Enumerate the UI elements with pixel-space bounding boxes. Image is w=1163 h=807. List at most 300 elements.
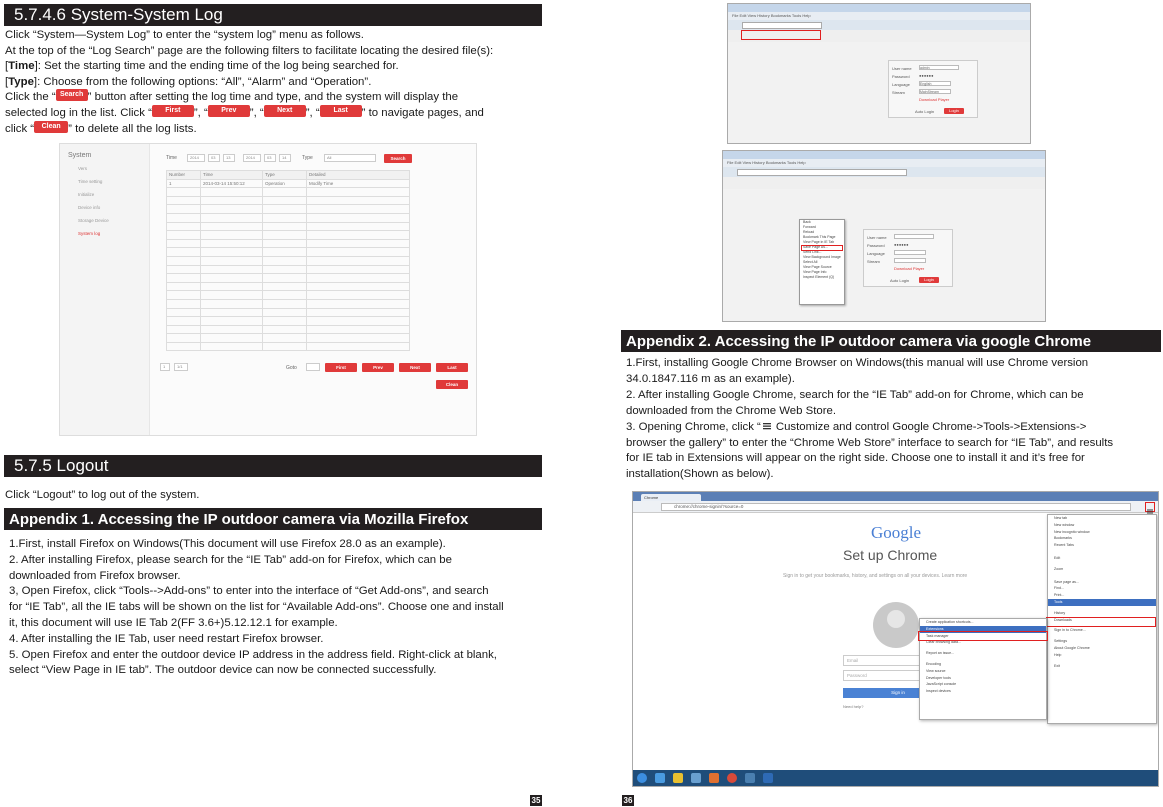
table-row: [167, 308, 410, 317]
empty-cell: [167, 222, 201, 231]
empty-cell: [167, 265, 201, 274]
menu-item: Help: [1054, 652, 1062, 657]
menu-item: Save page as...: [1054, 579, 1079, 584]
menu-item: About Google Chrome: [1054, 645, 1090, 650]
heading-text: 5.7.4.6 System-System Log: [14, 5, 223, 24]
empty-cell: [263, 222, 307, 231]
empty-cell: [307, 205, 410, 214]
empty-cell: [263, 213, 307, 222]
empty-cell: [201, 308, 263, 317]
empty-cell: [263, 299, 307, 308]
day-end: 14: [279, 154, 291, 162]
table-row: [167, 213, 410, 222]
empty-cell: [263, 231, 307, 240]
empty-cell: [307, 282, 410, 291]
context-menu: [799, 219, 845, 305]
table-row: [167, 325, 410, 334]
login-box: [863, 229, 953, 287]
menu-item: Select All: [803, 260, 818, 264]
text-fragment: ” button after setting the log time and type, and the system will display the: [87, 91, 459, 104]
empty-cell: [307, 231, 410, 240]
prev-button-image: Prev: [208, 105, 250, 117]
empty-cell: [263, 205, 307, 214]
col-number: Number: [167, 171, 201, 180]
chrome-tabstrip: [633, 492, 1158, 501]
text-line: 3, Open Firefox, click “Tools-->Add-ons” to enter into the interface of “Get Add-ons”, and search: [9, 585, 489, 598]
clean-button: Clean: [436, 380, 468, 389]
menu-item: Settings: [1054, 639, 1067, 644]
text-line-clean: [5, 122, 493, 138]
menu-item: Bookmark This Page: [803, 235, 836, 239]
empty-cell: [263, 325, 307, 334]
system-log-screenshot: [59, 143, 477, 436]
empty-cell: [167, 317, 201, 326]
time-label: Time: [8, 60, 35, 73]
empty-cell: [201, 239, 263, 248]
search-button-image: Search: [56, 89, 88, 101]
log-table-body: [167, 179, 410, 351]
google-logo-text: Google: [871, 523, 922, 542]
text-line: browser the gallery” to enter the “Chrome Web Store” interface to search for “IE Tab”, and results: [626, 436, 1114, 449]
menu-item: Inspect Element (Q): [803, 275, 835, 279]
table-row: [167, 205, 410, 214]
table-row: [167, 179, 410, 188]
text-line-time: [Time]: Set the starting time and the ending time of the log being searched for.: [5, 60, 399, 73]
sidebar-item: Vers: [78, 166, 88, 171]
text-line: select “View Page in IE tab”. The outdoor device can now be connected successfully.: [9, 664, 437, 677]
password-label: Password: [892, 74, 910, 79]
next-button: Next: [399, 363, 431, 372]
menu-item: Recent Tabs: [1054, 543, 1074, 548]
sidebar-item-system-log: System log: [78, 231, 101, 236]
setup-title: Set up Chrome: [843, 547, 938, 563]
table-row: [167, 299, 410, 308]
empty-cell: [263, 317, 307, 326]
menu-item: Reload: [803, 230, 815, 234]
address-field: [742, 22, 822, 29]
empty-cell: [307, 256, 410, 265]
goto-input: [306, 363, 320, 371]
table-row: [167, 188, 410, 197]
heading-text: 5.7.5 Logout: [14, 456, 109, 475]
empty-cell: [167, 334, 201, 343]
password-field: Password: [843, 670, 953, 681]
year-start: 2014: [187, 154, 205, 162]
heading-text: Appendix 1. Accessing the IP outdoor camera via Mozilla Firefox: [9, 510, 469, 528]
empty-cell: [201, 231, 263, 240]
menu-item: History: [1054, 610, 1066, 615]
table-row: [167, 334, 410, 343]
cell-time: 2014-03-14 15:50:12: [201, 179, 263, 188]
clean-button-image: Clean: [34, 121, 68, 133]
username-label: User name: [892, 66, 912, 71]
media-icon: [691, 773, 701, 783]
type-select: All: [324, 154, 376, 162]
empty-cell: [307, 308, 410, 317]
empty-cell: [201, 282, 263, 291]
address-highlight-box: [741, 30, 821, 40]
menu-item: Downloads: [1054, 617, 1072, 622]
menu-item: Zoom: [1054, 566, 1064, 571]
browser-menubar: File Edit View History Bookmarks Tools Help: [728, 12, 1030, 20]
menu-item: Edit: [1054, 555, 1061, 560]
table-row: [167, 231, 410, 240]
google-logo: [871, 523, 921, 543]
empty-cell: [167, 325, 201, 334]
text-line: Click “System—System Log” to enter the “system log” menu as follows.: [5, 29, 364, 41]
empty-cell: [307, 317, 410, 326]
empty-cell: [201, 325, 263, 334]
browser-urlbar: [728, 20, 1030, 30]
empty-cell: [263, 274, 307, 283]
table-row: [167, 256, 410, 265]
empty-cell: [307, 222, 410, 231]
folder-icon: [673, 773, 683, 783]
log-table: [166, 170, 410, 351]
stream-label: Stream: [892, 90, 905, 95]
window-titlebar: [723, 151, 1045, 159]
stream-select: MainStream: [919, 89, 951, 94]
text-fragment: ”, “: [249, 106, 264, 119]
text-fragment: ” to navigate pages, and: [361, 106, 484, 119]
heading-text: Appendix 2. Accessing the IP outdoor camera via google Chrome: [626, 332, 1092, 350]
menu-item: Inspect devices: [926, 689, 951, 694]
auto-login-label: Auto Login: [890, 278, 910, 283]
text-fragment: ”, “: [305, 106, 320, 119]
download-player-link: Download Player: [919, 97, 950, 102]
window-titlebar: [728, 4, 1030, 12]
text-line: 2. After installing Google Chrome, search for the “IE Tab” add-on for Chrome, which can be: [626, 388, 1084, 401]
firefox-icon: [709, 773, 719, 783]
text-line: At the top of the “Log Search” page are the following filters to facilitate locating the desired file(s):: [5, 44, 494, 57]
empty-cell: [263, 265, 307, 274]
page-number-35: 35: [531, 796, 541, 805]
col-type: Type: [263, 171, 307, 180]
empty-cell: [201, 188, 263, 197]
text-line: Click “Logout” to log out of the system.: [5, 489, 200, 501]
first-button: First: [325, 363, 357, 372]
settings-sidebar: [60, 144, 150, 435]
page-input: 1: [160, 363, 170, 371]
text-line: 34.0.1847.116 m as an example).: [626, 372, 795, 385]
cell-number: 1: [167, 179, 201, 188]
password-label: Password: [867, 243, 885, 248]
empty-cell: [307, 299, 410, 308]
menu-item-view-in-ie-tab: View Page in IE Tab: [803, 240, 835, 244]
col-detailed: Detailed: [307, 171, 410, 180]
year-end: 2014: [243, 154, 261, 162]
empty-cell: [263, 282, 307, 291]
text-line: downloaded from the Chrome Web Store.: [626, 404, 836, 417]
word-icon: [763, 773, 773, 783]
last-button-image: Last: [320, 105, 362, 117]
text-line: 2. After installing Firefox, please search for the “IE Tab” add-on for Firefox, which can be: [9, 553, 452, 566]
menu-item: Create application shortcuts...: [926, 620, 974, 624]
sidebar-title: System: [68, 152, 92, 159]
menu-item: Back: [803, 220, 811, 224]
next-button-image: Next: [264, 105, 306, 117]
sidebar-item: Time setting: [78, 179, 103, 184]
empty-cell: [263, 188, 307, 197]
appendix2-text: [626, 356, 1113, 483]
chrome-tab: Chrome: [641, 494, 701, 501]
appendix2-heading: [621, 330, 1161, 352]
empty-cell: [201, 299, 263, 308]
stream-label: Stream: [867, 259, 880, 264]
time-desc: : Set the starting time and the ending time of the log being searched for.: [37, 60, 399, 73]
empty-cell: [263, 239, 307, 248]
text-line: it, this document will use IE Tab 2(FF 3.6+)5.12.12.1 for example.: [9, 616, 338, 629]
empty-cell: [201, 222, 263, 231]
empty-cell: [201, 334, 263, 343]
login-button: Login: [919, 277, 939, 283]
empty-cell: [263, 308, 307, 317]
download-player-link: Download Player: [894, 266, 925, 271]
empty-cell: [307, 213, 410, 222]
menu-item: New tab: [1054, 516, 1068, 520]
system-log-text: [5, 28, 493, 137]
table-row: [167, 239, 410, 248]
table-header-row: [167, 171, 410, 180]
text-fragment: Customize and control Google Chrome->Tools->Extensions->: [775, 420, 1087, 433]
menu-item: View Page Info: [803, 270, 827, 274]
email-field: Email: [843, 655, 953, 666]
sidebar-item: Initialize: [78, 192, 95, 197]
appendix1-text: [9, 537, 504, 679]
empty-cell: [201, 256, 263, 265]
menu-item: Find...: [1054, 586, 1064, 591]
text-line: 5. Open Firefox and enter the outdoor device IP address in the address field. Right-click at blank,: [9, 648, 497, 661]
language-label: Language: [892, 82, 910, 87]
search-button: Search: [384, 154, 412, 163]
ie-tab-highlight-box: [801, 245, 843, 251]
empty-cell: [167, 188, 201, 197]
page-content: [723, 189, 1045, 321]
empty-cell: [307, 342, 410, 351]
text-line: downloaded from Firefox browser.: [9, 569, 181, 582]
chrome-icon: [727, 773, 737, 783]
empty-cell: [201, 291, 263, 300]
firefox-context-menu-screenshot: [722, 150, 1046, 322]
text-line: for IE tab in Extensions will appear on the right side. Choose one to install it and it’s free for: [626, 452, 1085, 465]
section-heading-logout: [4, 455, 542, 477]
col-time: Time: [201, 171, 263, 180]
text-fragment: selected log in the list. Click “: [5, 106, 152, 119]
table-row: [167, 265, 410, 274]
empty-cell: [263, 196, 307, 205]
empty-cell: [167, 196, 201, 205]
cell-type: Operation: [263, 179, 307, 188]
empty-cell: [167, 274, 201, 283]
text-line-nav: [5, 106, 493, 122]
chrome-toolbar: [633, 501, 1158, 513]
password-input: ●●●●●●: [894, 242, 909, 247]
table-row: [167, 248, 410, 257]
language-label: Language: [867, 251, 885, 256]
menu-item: Encoding: [926, 661, 941, 666]
empty-cell: [201, 248, 263, 257]
empty-cell: [167, 213, 201, 222]
empty-cell: [201, 342, 263, 351]
page-number-36: 36: [623, 796, 633, 805]
menu-item: Exit: [1054, 663, 1060, 668]
menu-item: New window: [1054, 522, 1075, 527]
empty-cell: [307, 196, 410, 205]
empty-cell: [167, 299, 201, 308]
username-input: [894, 234, 934, 239]
empty-cell: [263, 291, 307, 300]
month-start: 03: [208, 154, 220, 162]
login-button: Login: [944, 108, 964, 114]
month-end: 03: [264, 154, 276, 162]
chrome-screenshot: [632, 491, 1159, 787]
table-row: [167, 317, 410, 326]
type-filter-label: Type: [302, 155, 313, 161]
empty-cell: [263, 334, 307, 343]
empty-cell: [307, 334, 410, 343]
empty-cell: [167, 282, 201, 291]
username-input: admin: [919, 65, 959, 70]
goto-label: Goto: [286, 365, 297, 371]
empty-cell: [201, 213, 263, 222]
text-fragment: click “: [5, 122, 35, 135]
table-row: [167, 282, 410, 291]
setup-desc: Sign in to get your bookmarks, history, and settings on all your devices. Learn more: [783, 573, 968, 579]
auto-login-label: Auto Login: [915, 109, 935, 114]
sidebar-item: Device info: [78, 205, 101, 210]
menu-item-tools: Tools: [1048, 599, 1156, 606]
last-button: Last: [436, 363, 468, 372]
extensions-highlight-box: [918, 631, 1048, 641]
time-filter-label: Time: [166, 155, 177, 161]
text-line-search: [5, 90, 493, 106]
username-label: User name: [867, 235, 887, 240]
sign-in-button: Sign in: [843, 688, 953, 698]
appendix1-heading: [4, 508, 542, 530]
text-line: 1.First, install Firefox on Windows(This document will use Firefox 28.0 as an example).: [9, 538, 446, 550]
empty-cell: [307, 248, 410, 257]
table-row: [167, 222, 410, 231]
empty-cell: [167, 205, 201, 214]
chrome-menu-icon: [761, 421, 773, 431]
empty-cell: [201, 317, 263, 326]
menu-item: Task manager: [926, 633, 949, 638]
empty-cell: [167, 342, 201, 351]
menu-item: Save Page As...: [803, 245, 828, 249]
page-content: [728, 42, 1030, 143]
menu-item-extensions: Extensions: [920, 626, 1046, 633]
browser-urlbar: [723, 167, 1045, 177]
text-fragment: 3. Opening Chrome, click “: [626, 420, 761, 433]
browser-menubar: File Edit View History Bookmarks Tools Help: [723, 159, 1045, 167]
empty-cell: [201, 196, 263, 205]
empty-cell: [167, 239, 201, 248]
empty-cell: [307, 325, 410, 334]
menu-item: Print...: [1054, 593, 1065, 598]
menu-item: Send Link...: [803, 250, 822, 254]
text-line-customize: [626, 420, 1113, 436]
menu-item: View Background Image: [803, 255, 841, 259]
empty-cell: [263, 342, 307, 351]
type-label: Type: [8, 75, 34, 88]
app-icon: [745, 773, 755, 783]
empty-cell: [201, 205, 263, 214]
menu-item: Bookmarks: [1054, 536, 1072, 541]
empty-cell: [263, 248, 307, 257]
ie-icon: [655, 773, 665, 783]
empty-cell: [307, 274, 410, 283]
need-help-link: Need help?: [843, 704, 864, 709]
sidebar-item: Storage Device: [78, 218, 109, 223]
text-fragment: ”, “: [193, 106, 208, 119]
empty-cell: [307, 188, 410, 197]
stream-select: [894, 258, 926, 263]
menu-item: Developer tools: [926, 675, 951, 680]
chrome-menu-icon: [1145, 502, 1155, 512]
login-box: [888, 60, 978, 118]
empty-cell: [263, 256, 307, 265]
menu-item: View source: [926, 668, 946, 673]
section-heading-system-log: [4, 4, 542, 26]
table-row: [167, 274, 410, 283]
empty-cell: [167, 308, 201, 317]
table-row: [167, 196, 410, 205]
text-line: installation(Shown as below).: [626, 468, 774, 481]
start-icon: [637, 773, 647, 783]
empty-cell: [167, 256, 201, 265]
table-row: [167, 342, 410, 351]
empty-cell: [307, 291, 410, 300]
day-start: 13: [223, 154, 235, 162]
menu-item: Sign in to Chrome...: [1054, 628, 1086, 633]
logout-text: [5, 488, 199, 504]
language-select: [894, 250, 926, 255]
empty-cell: [167, 291, 201, 300]
cell-detailed: Modify Time: [307, 179, 410, 188]
empty-cell: [307, 265, 410, 274]
first-button-image: First: [152, 105, 194, 117]
empty-cell: [201, 265, 263, 274]
avatar: [873, 602, 919, 648]
text-line-type: [Type]: Choose from the following options: “All”, “Alarm” and “Operation”.: [5, 75, 372, 88]
prev-button: Prev: [362, 363, 394, 372]
address-field: [737, 169, 907, 176]
menu-item: New incognito window: [1054, 529, 1090, 534]
page-total: 1/1: [174, 363, 188, 371]
menu-item: Report an issue...: [926, 651, 955, 656]
table-row: [167, 291, 410, 300]
empty-cell: [201, 274, 263, 283]
windows-taskbar: [633, 770, 1158, 786]
menu-item: Clear browsing data...: [926, 640, 961, 645]
menu-item: Forward: [803, 225, 816, 229]
text-fragment: Click the “: [5, 91, 56, 104]
menu-item: JavaScript console: [926, 682, 957, 687]
tools-highlight-box: [1046, 617, 1156, 627]
language-select: English: [919, 81, 951, 86]
omnibox: chrome://chrome-signin/?source=0: [661, 503, 1131, 511]
empty-cell: [167, 231, 201, 240]
password-input: ●●●●●●: [919, 73, 934, 78]
text-line: 4. After installing the IE Tab, user need restart Firefox browser.: [9, 632, 324, 645]
empty-cell: [307, 239, 410, 248]
type-desc: : Choose from the following options: “All”, “Alarm” and “Operation”.: [37, 75, 372, 88]
empty-cell: [167, 248, 201, 257]
text-line: 1.First, installing Google Chrome Browser on Windows(this manual will use Chrome version: [626, 357, 1089, 369]
firefox-login-screenshot: [727, 3, 1031, 144]
menu-item: View Page Source: [803, 265, 832, 269]
text-line: for “IE Tab”, all the IE tabs will be shown on the list for “Available Add-ons”. Choose one and install: [9, 601, 504, 614]
